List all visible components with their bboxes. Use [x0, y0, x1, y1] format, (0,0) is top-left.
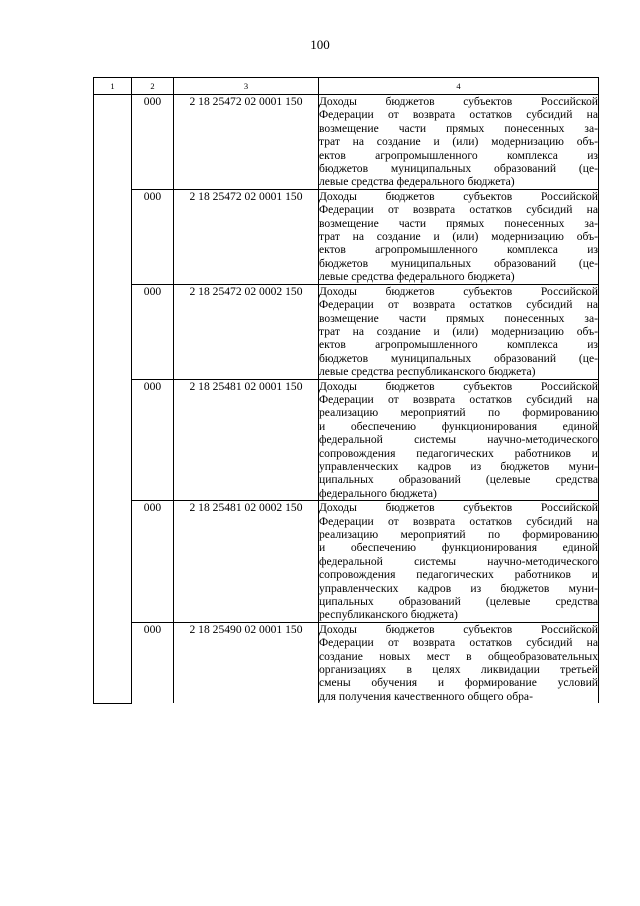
description-line: возмещение части прямых понесенных за- [319, 216, 598, 230]
description-line: трат на создание и (или) модернизацию объ- [319, 230, 598, 244]
table-header [94, 78, 599, 95]
description-line: Федерации от возврата остатков субсидий на [319, 203, 598, 217]
description-line: федеральной системы научно-методического [319, 554, 598, 568]
description-line: республиканского бюджета) [319, 608, 458, 622]
cell-owner-code: 000 [132, 95, 174, 190]
description-line: для получения качественного общего обра- [319, 689, 533, 703]
description-line: бюджетов муниципальных образований (це- [319, 162, 598, 176]
cell-description [319, 501, 599, 623]
description-line: Доходы бюджетов субъектов Российской [319, 189, 598, 203]
description-line: левые средства республиканского бюджета) [319, 365, 536, 379]
description-line: возмещение части прямых понесенных за- [319, 121, 598, 135]
header-col-3: 3 [174, 78, 319, 95]
budget-codes-table [93, 77, 599, 704]
description-line: федерального бюджета) [319, 486, 437, 500]
description-line: Федерации от возврата остатков субсидий на [319, 636, 598, 650]
cell-owner-code: 000 [132, 622, 174, 703]
cell-budget-code: 2 18 25481 02 0001 150 [174, 379, 319, 501]
description-line: Доходы бюджетов субъектов Российской [319, 284, 598, 298]
description-line: левые средства федерального бюджета) [319, 175, 515, 189]
cell-budget-code: 2 18 25481 02 0002 150 [174, 501, 319, 623]
description-line: трат на создание и (или) модернизацию объ- [319, 135, 598, 149]
description-line: ектов агропромышленного комплекса из [319, 243, 598, 257]
description-line: Доходы бюджетов субъектов Российской [319, 95, 598, 108]
cell-owner-code: 000 [132, 189, 174, 284]
description-line: смены обучения и формирование условий [319, 676, 598, 690]
description-line: федеральной системы научно-методического [319, 433, 598, 447]
description-line: управленческих кадров из бюджетов муни- [319, 581, 598, 595]
cell-owner-code: 000 [132, 284, 174, 379]
cell-budget-code: 2 18 25490 02 0001 150 [174, 622, 319, 703]
description-line: ципальных образований (целевые средства [319, 473, 598, 487]
description-line: бюджетов муниципальных образований (це- [319, 256, 598, 270]
description-line: возмещение части прямых понесенных за- [319, 311, 598, 325]
table-row [94, 95, 599, 190]
table-row [94, 189, 599, 284]
description-line: трат на создание и (или) модернизацию объ- [319, 324, 598, 338]
description-line: Федерации от возврата остатков субсидий на [319, 108, 598, 122]
header-col-4: 4 [319, 78, 599, 95]
table-row [94, 284, 599, 379]
description-line: Доходы бюджетов субъектов Российской [319, 501, 598, 515]
cell-description [319, 95, 599, 190]
cell-description [319, 284, 599, 379]
table-row [94, 501, 599, 623]
header-row [94, 78, 599, 95]
description-line: Доходы бюджетов субъектов Российской [319, 622, 598, 636]
description-line: Федерации от возврата остатков субсидий на [319, 298, 598, 312]
cell-owner-code: 000 [132, 379, 174, 501]
cell-description [319, 189, 599, 284]
description-line: Доходы бюджетов субъектов Российской [319, 379, 598, 393]
table-row [94, 622, 599, 703]
cell-budget-code: 2 18 25472 02 0001 150 [174, 189, 319, 284]
cell-description [319, 379, 599, 501]
cell-budget-code: 2 18 25472 02 0001 150 [174, 95, 319, 190]
description-line: реализацию мероприятий по формированию [319, 406, 598, 420]
description-line: управленческих кадров из бюджетов муни- [319, 459, 598, 473]
header-col-2: 2 [132, 78, 174, 95]
cell-column-1 [94, 95, 132, 704]
description-line: и обеспечению функционирования единой [319, 541, 598, 555]
cell-owner-code: 000 [132, 501, 174, 623]
description-line: сопровождения педагогических работников и [319, 568, 598, 582]
description-line: организациях в целях ликвидации третьей [319, 663, 598, 677]
description-line: создание новых мест в общеобразовательных [319, 649, 598, 663]
description-line: ектов агропромышленного комплекса из [319, 148, 598, 162]
description-line: реализацию мероприятий по формированию [319, 528, 598, 541]
table-body [94, 95, 599, 704]
description-line: Федерации от возврата остатков субсидий на [319, 514, 598, 528]
header-col-1: 1 [94, 78, 132, 95]
table-row [94, 379, 599, 501]
cell-budget-code: 2 18 25472 02 0002 150 [174, 284, 319, 379]
description-line: бюджетов муниципальных образований (це- [319, 351, 598, 365]
page-number: 100 [310, 37, 330, 52]
cell-description [319, 622, 599, 703]
description-line: ектов агропромышленного комплекса из [319, 338, 598, 352]
description-line: сопровождения педагогических работников и [319, 446, 598, 460]
description-line: и обеспечению функционирования единой [319, 419, 598, 433]
description-line: Федерации от возврата остатков субсидий на [319, 392, 598, 406]
description-line: ципальных образований (целевые средства [319, 595, 598, 609]
description-line: левые средства федерального бюджета) [319, 270, 515, 284]
